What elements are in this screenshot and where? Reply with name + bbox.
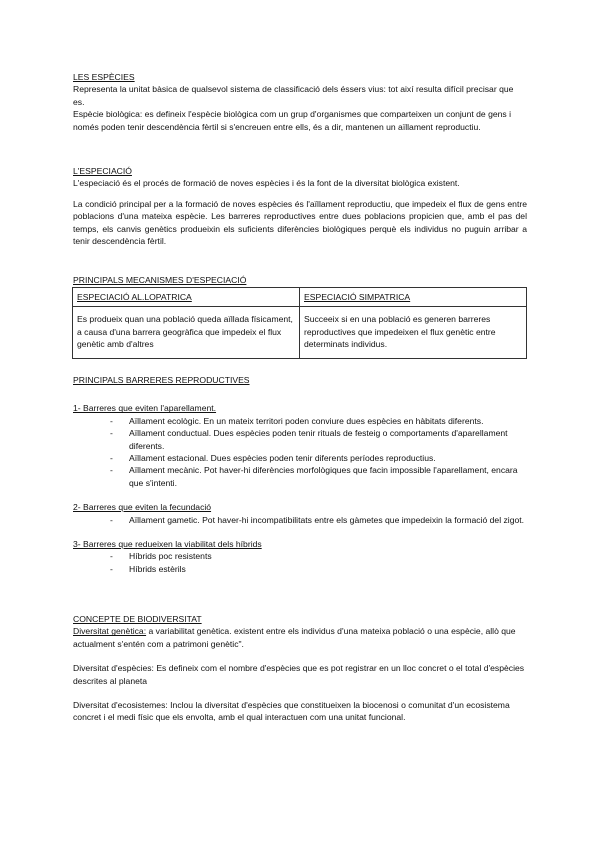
especies-paragraph-2: Espècie biològica: es defineix l'espècie biològica com un grup d'organismes que comparteixen un conjunt de gens i només poden tenir descendència fèrtil si s'encreuen entre ells, és a dir, mantenen un aïllament reproductiu. [73,109,512,132]
list-item: - Híbrids poc resistents [110,550,527,562]
list-item: - Aïllament ecològic. En un mateix territori poden conviure dues espècies en hàbitats diferents. [110,415,527,427]
section-especiacio [73,165,527,247]
genetica-text: a variabilitat genètica. existent entre els individus d'una mateixa població o una espècie, allò que actualment s'entén com a patrimoni genètic". [73,626,516,649]
section-especies [73,71,527,133]
col-simpatrica-title: ESPECIACIÓ SIMPATRICA [300,288,527,307]
heading-mecanismes: PRINCIPALS MECANISMES D'ESPECIACIÓ [73,275,247,285]
genetica-label: Diversitat genètica: [73,626,147,637]
barreres-group-3-title: 3- Barreres que redueixen la viabilitat dels híbrids [73,539,262,550]
especiacio-paragraph-1: L'especiació és el procés de formació de noves espècies i és la font de la diversitat biològica existent. [73,178,460,189]
heading-barreres: PRINCIPALS BARRERES REPRODUCTIVES [73,375,250,385]
barreres-group-1-list [73,415,527,489]
barreres-group-2-title: 2- Barreres que eviten la fecundació [73,502,212,513]
especiacio-paragraph-2: La condició principal per a la formació de noves espècies és l'aïllament reproductiu, que impedeix el flux de gens entre poblacions d'una mateixa espècie. Les barreres reproductives entre dues poblacions propicien que, amb el pas del temps, els canvis genètics produeixin els suficients diferències biològiques perquè els individus no puguin arribar a tenir descendència fèrtil. [73,198,527,247]
biodiversitat-genetica [73,625,527,650]
list-item: - Aïllament estacional. Dues espècies poden tenir diferents períodes reproductius. [110,452,527,464]
heading-biodiversitat: CONCEPTE DE BIODIVERSITAT [73,614,202,624]
biodiversitat-especies: Diversitat d'espècies: Es defineix com el nombre d'espècies que es pot registrar en un lloc concret o el total d'espècies descrites al planeta [73,663,525,686]
col-allopatrica-title: ESPECIACIÓ AL.LOPATRICA [73,288,300,307]
heading-especies: LES ESPÈCIES [73,72,135,82]
col-simpatrica-text: Succeeix si en una població es generen barreres reproductives que impedeixen el flux genètic entre determinats individus. [300,307,527,359]
barreres-group-2-list [73,514,527,526]
table-body-row [73,307,527,359]
barreres-group-3-list [73,550,527,575]
list-item: - Aïllament gametic. Pot haver-hi incompatibilitats entre els gàmetes que impedeixin la formació del zigot. [110,514,527,526]
barreres-group-1-title: 1- Barreres que eviten l'aparellament. [73,403,217,414]
heading-especiacio: L'ESPECIACIÓ [73,166,132,176]
section-mecanismes [73,274,527,286]
especies-paragraph-1: Representa la unitat bàsica de qualsevol sistema de classificació dels éssers vius: tot així resulta difícil precisar que es. [73,84,514,107]
list-item: - Aïllament conductual. Dues espècies poden tenir rituals de festeig o comportaments d'aparellament diferents. [110,427,527,452]
biodiversitat-ecosistemes: Diversitat d'ecosistemes: Inclou la diversitat d'espècies que constitueixen la biocenosi o comunitat d'un ecosistema concret i el medi físic que els envolta, amb el qual interactuen com una unitat funcional. [73,700,510,723]
table-header-row [73,288,527,307]
section-biodiversitat [73,613,527,724]
col-allopatrica-text: Es produeix quan una població queda aïllada físicament, a causa d'una barrera geogràfica que impedeix el flux genètic amb d'altres [73,307,300,359]
section-barreres [73,374,527,575]
mecanismes-table [72,287,527,359]
list-item: - Híbrids estèrils [110,563,527,575]
list-item: - Aïllament mecànic. Pot haver-hi diferències morfològiques que facin impossible l'aparellament, encara que s'intenti. [110,464,527,489]
